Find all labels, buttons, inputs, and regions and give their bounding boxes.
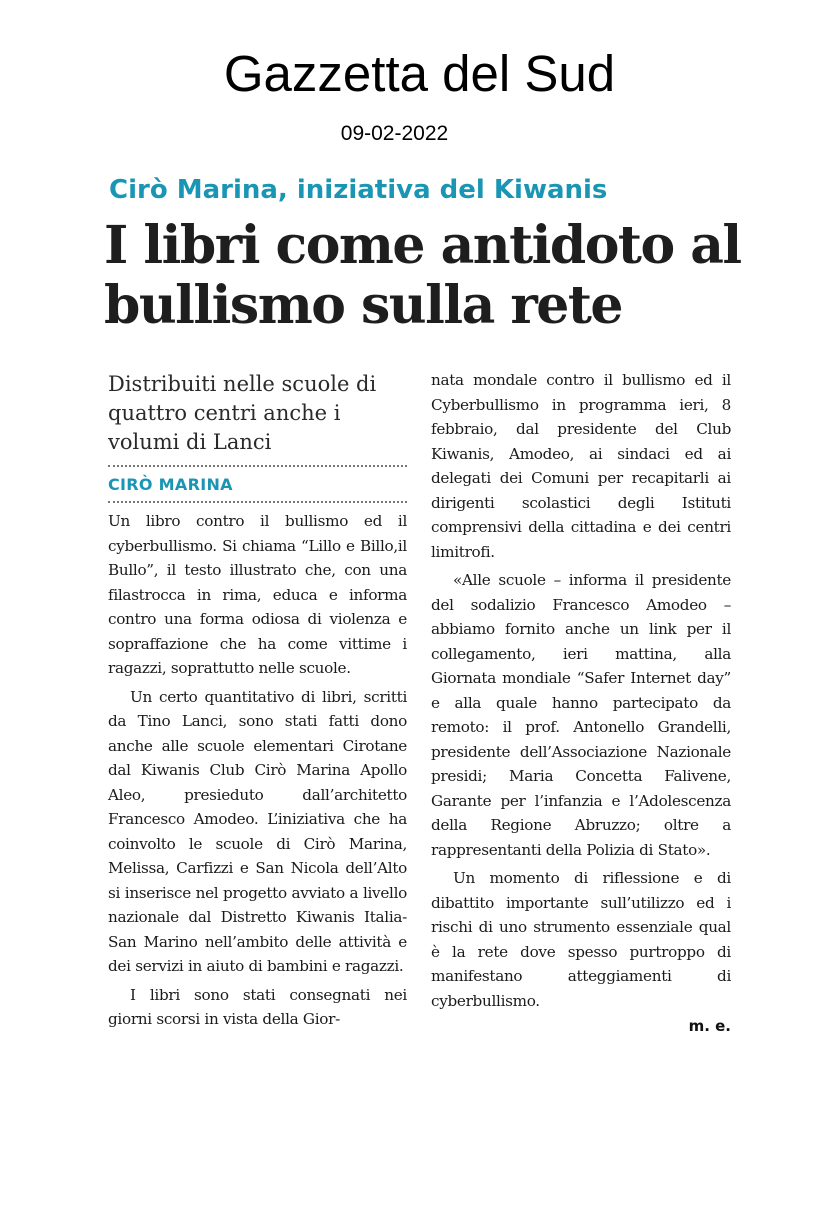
article-subhead: Distribuiti nelle scuole di quattro centri anche i volumi di Lanci (108, 372, 377, 454)
article-paragraph: I libri sono stati consegnati nei giorni scorsi in vista della Gior- (108, 985, 407, 1028)
article-kicker: Cirò Marina, iniziativa del Kiwanis (109, 175, 608, 205)
article-column-right (431, 368, 731, 1037)
article-paragraph: Un certo quantitativo di libri, scritti da Tino Lanci, sono stati fatti dono anche alle scuole elementari Cirotane dal Kiwanis Club Cirò Marina Apollo Aleo, presieduto dall’architetto Francesco Amodeo. L’iniziativa che ha coinvolto le scuole di Cirò Marina, Melissa, Carfizzi e San Nicola dell’Alto si inserisce nel progetto avviato a livello nazionale dal Distretto Kiwanis Italia-San Marino nell’ambito delle attività e dei servizi in aiuto di bambini e ragazzi. (108, 687, 407, 975)
author-signature: m. e. (688, 1017, 731, 1035)
article-paragraph: Un libro contro il bullismo ed il cyberbullismo. Si chiama “Lillo e Billo,il Bullo”, il testo illustrato che, con una filastrocca in rima, educa e informa contro una forma odiosa di violenza e sopraffazione che ha come vittime i ragazzi, soprattutto nelle scuole. (108, 512, 407, 677)
article-location: CIRÒ MARINA (108, 475, 233, 494)
divider-dotted (108, 501, 407, 503)
article-body-right (431, 368, 731, 1013)
article-paragraph: Un momento di riflessione e di dibattito importante sull’utilizzo ed i rischi di uno strumento essenziale qual è la rete dove spesso purtroppo di manifestano atteggiamenti di cyberbullismo. (431, 869, 731, 1010)
article-paragraph-continued: nata mondale contro il bullismo ed il Cyberbullismo in programma ieri, 8 febbraio, dal presidente del Club Kiwanis, Amodeo, ai sindaci ed ai delegati dei Comuni per recapitarli ai dirigenti scolastici degli Istituti comprensivi della cittadina e dei centri limitrofi. (431, 371, 731, 561)
article-headline: I libri come antidoto al bullismo sulla rete (104, 215, 741, 336)
newspaper-title: Gazzetta del Sud (223, 45, 616, 102)
divider-dotted (108, 465, 407, 467)
article-body-left (108, 509, 407, 1032)
article-column-left (108, 370, 407, 1032)
publication-date: 09-02-2022 (340, 122, 449, 145)
article-paragraph: «Alle scuole – informa il presidente del sodalizio Francesco Amodeo – abbiamo fornito anche un link per il collegamento, ieri mattina, alla Giornata mondiale “Safer Internet day” e alla quale hanno partecipato da remoto: il prof. Antonello Grandelli, presidente dell’Associazione Nazionale presidi; Maria Concetta Falivene, Garante per l’infanzia e l’Adolescenza della Regione Abruzzo; oltre a rappresentanti della Polizia di Stato». (431, 571, 731, 859)
